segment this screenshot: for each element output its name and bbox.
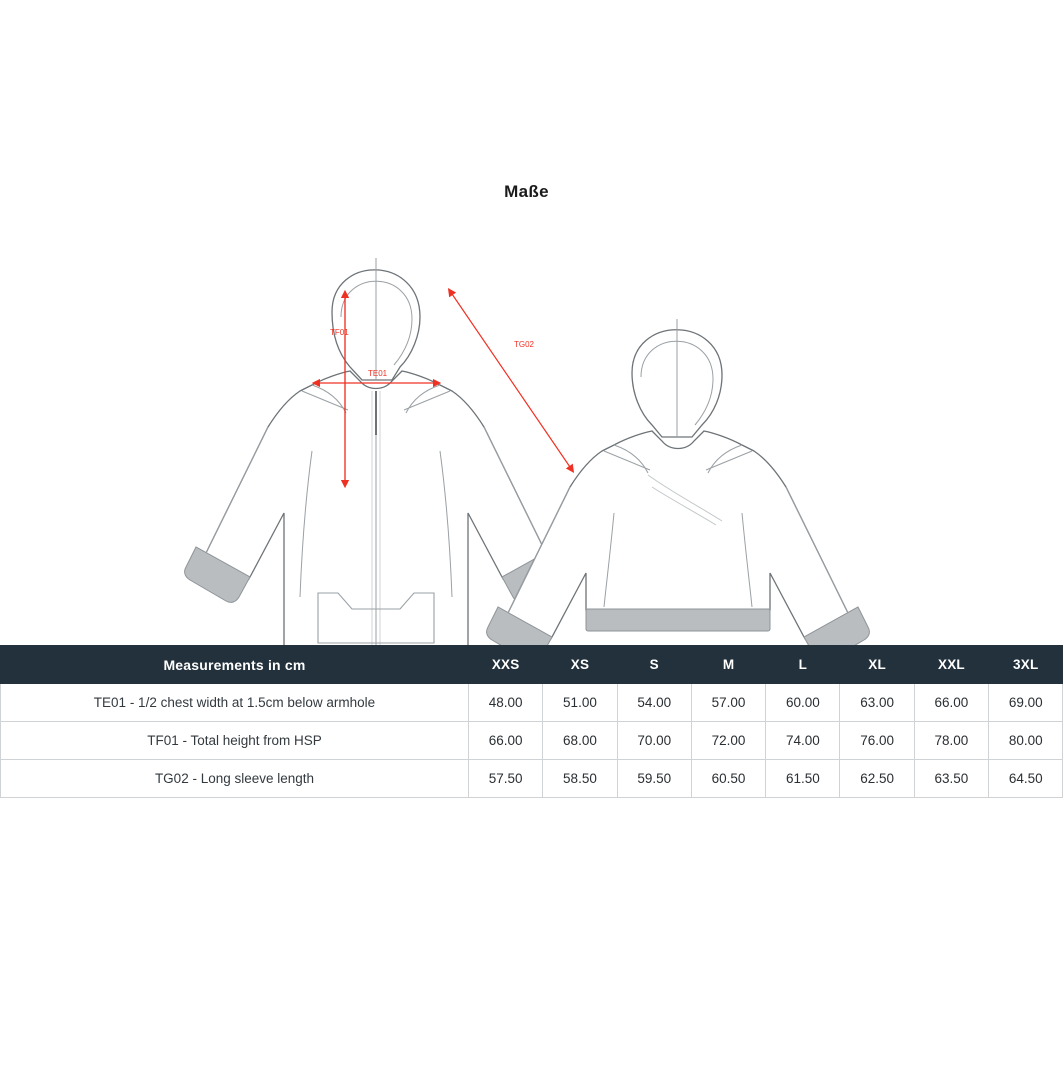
cell-te01-3xl: 69.00 — [989, 684, 1063, 722]
cell-te01-xxl: 66.00 — [914, 684, 988, 722]
cell-tf01-xs: 68.00 — [543, 722, 617, 760]
cell-tg02-3xl: 64.50 — [989, 760, 1063, 798]
cell-tf01-l: 74.00 — [766, 722, 840, 760]
cell-tg02-s: 59.50 — [617, 760, 691, 798]
cell-te01-m: 57.00 — [691, 684, 765, 722]
column-header-xxs: XXS — [469, 646, 543, 684]
cell-te01-s: 54.00 — [617, 684, 691, 722]
cell-tf01-s: 70.00 — [617, 722, 691, 760]
annotation-label-te01: TE01 — [368, 369, 388, 378]
column-header-m: M — [691, 646, 765, 684]
table-row — [1, 722, 1063, 760]
cell-tg02-xxl: 63.50 — [914, 760, 988, 798]
page-title: Maße — [504, 182, 549, 201]
row-label-tf01: TF01 - Total height from HSP — [1, 722, 469, 760]
cell-tf01-3xl: 80.00 — [989, 722, 1063, 760]
column-header-xl: XL — [840, 646, 914, 684]
table-row — [1, 684, 1063, 722]
column-header-l: L — [766, 646, 840, 684]
cell-tg02-xl: 62.50 — [840, 760, 914, 798]
row-label-tg02: TG02 - Long sleeve length — [1, 760, 469, 798]
hoodie-front-technical-drawing — [185, 258, 568, 645]
cell-tf01-xxl: 78.00 — [914, 722, 988, 760]
annotation-label-tg02: TG02 — [514, 340, 535, 349]
column-header-3xl: 3XL — [989, 646, 1063, 684]
column-header-xs: XS — [543, 646, 617, 684]
column-header-s: S — [617, 646, 691, 684]
cell-te01-xs: 51.00 — [543, 684, 617, 722]
cell-tg02-l: 61.50 — [766, 760, 840, 798]
measurements-table-wrapper — [0, 645, 1063, 798]
cell-te01-l: 60.00 — [766, 684, 840, 722]
cell-te01-xxs: 48.00 — [469, 684, 543, 722]
hoodie-back-technical-drawing — [487, 319, 870, 645]
table-header-row — [1, 646, 1063, 684]
column-header-measurements: Measurements in cm — [1, 646, 469, 684]
row-label-te01: TE01 - 1/2 chest width at 1.5cm below armhole — [1, 684, 469, 722]
cell-tf01-xl: 76.00 — [840, 722, 914, 760]
measurements-table — [0, 645, 1063, 798]
cell-tf01-m: 72.00 — [691, 722, 765, 760]
cell-tf01-xxs: 66.00 — [469, 722, 543, 760]
table-row — [1, 760, 1063, 798]
cell-te01-xl: 63.00 — [840, 684, 914, 722]
cell-tg02-m: 60.50 — [691, 760, 765, 798]
garment-illustrations — [0, 195, 1063, 645]
cell-tg02-xxs: 57.50 — [469, 760, 543, 798]
cell-tg02-xs: 58.50 — [543, 760, 617, 798]
column-header-xxl: XXL — [914, 646, 988, 684]
annotation-label-tf01: TF01 — [330, 328, 349, 337]
